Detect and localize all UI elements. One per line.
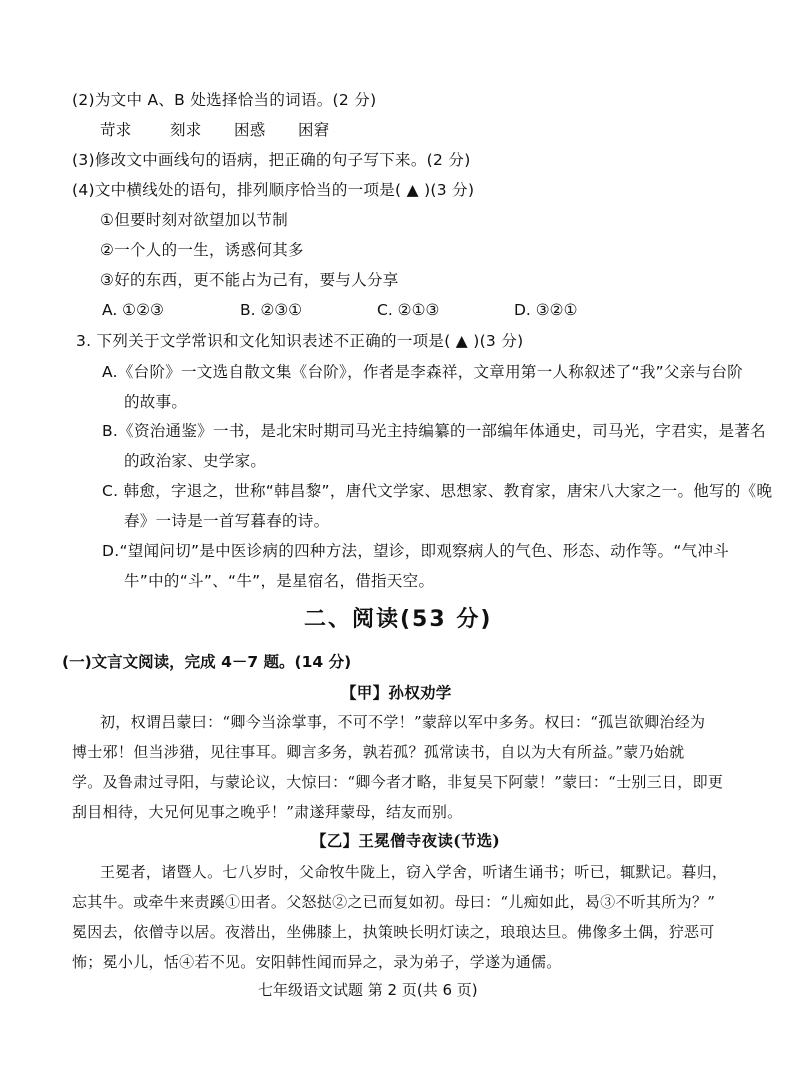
text-a-line: 学。及鲁肃过寻阳，与蒙论议，大惊曰：“卿今者才略，非复吴下阿蒙！”蒙曰：“士别三日，即更 [72, 773, 724, 791]
page-footer: 七年级语文试题 第 2 页(共 6 页) [258, 981, 478, 999]
q2-4-option-b: B. ②③① [240, 301, 303, 319]
part1-heading: (一)文言文阅读，完成 4－7 题。(14 分) [62, 653, 352, 671]
text-b-line: 王冕者，诸暨人。七八岁时，父命牧牛陇上，窃入学舍，听诸生诵书；听已，辄默记。暮归， [100, 863, 728, 881]
text-b-line: 冕因去，依僧寺以居。夜潜出，坐佛膝上，执策映长明灯读之，琅琅达旦。佛像多土偶，狞恶可 [72, 923, 715, 941]
text-b-title: 【乙】王冕僧寺夜读(节选) [311, 831, 501, 850]
q2-2-stem: (2)为文中 A、B 处选择恰当的词语。(2 分) [72, 91, 377, 109]
q3-option-d-line-2: 牛”中的“斗”、“牛”，是星宿名，借指天空。 [124, 572, 435, 590]
text-a-line: 初，权谓吕蒙曰：“卿今当涂掌事，不可不学！”蒙辞以军中多务。权曰：“孤岂欲卿治经为 [100, 713, 706, 731]
text-a-title: 【甲】孙权劝学 [341, 683, 452, 702]
q3-option-a-line-1: A.《台阶》一文选自散文集《台阶》，作者是李森祥，文章用第一人称叙述了“我”父亲与台阶 [102, 363, 743, 381]
q3-option-b-line-2: 的政治家、史学家。 [124, 452, 267, 470]
q2-4-option-a: A. ①②③ [102, 301, 164, 319]
section-title: 二、阅读(53 分) [304, 607, 493, 632]
q2-2-word-1: 苛求 [100, 121, 132, 139]
q2-2-word-2: 刻求 [170, 121, 202, 139]
q3-stem: 3. 下列关于文学常识和文化知识表述不正确的一项是( ▲ )(3 分) [76, 332, 524, 350]
q2-2-word-4: 困窘 [298, 121, 330, 139]
text-b-line: 怖；冕小儿，恬④若不见。安阳韩性闻而异之，录为弟子，学遂为通儒。 [72, 953, 562, 971]
text-a-line: 刮目相待，大兄何见事之晚乎！”肃遂拜蒙母，结友而别。 [72, 803, 463, 821]
q3-option-b-line-1: B.《资治通鉴》一书，是北宋时期司马光主持编纂的一部编年体通史，司马光，字君实，是著名 [102, 422, 766, 440]
q3-option-a-line-2: 的故事。 [124, 393, 188, 411]
text-b-line: 忘其牛。或牵牛来责蹊①田者。父怒挞②之已而复如初。母曰：“儿痴如此，曷③不听其所为？” [72, 893, 716, 911]
q2-2-word-3: 困惑 [234, 121, 266, 139]
text-a-line: 博士邪！但当涉猎，见往事耳。卿言多务，孰若孤？孤常读书，自以为大有所益。”蒙乃始就 [72, 743, 685, 761]
q3-option-d-line-1: D.“望闻问切”是中医诊病的四种方法，望诊，即观察病人的气色、形态、动作等。“气冲斗 [102, 542, 730, 560]
q2-4-option-c: C. ②①③ [377, 301, 440, 319]
q2-4-item-3: ③好的东西，更不能占为己有，要与人分享 [100, 271, 399, 289]
q2-3-stem: (3)修改文中画线句的语病，把正确的句子写下来。(2 分) [72, 151, 471, 169]
q2-4-item-2: ②一个人的一生，诱惑何其多 [100, 241, 304, 259]
q2-4-stem: (4)文中横线处的语句，排列顺序恰当的一项是( ▲ )(3 分) [72, 181, 475, 199]
q2-4-item-1: ①但要时刻对欲望加以节制 [100, 211, 288, 229]
q3-option-c-line-1: C. 韩愈，字退之，世称“韩昌黎”，唐代文学家、思想家、教育家，唐宋八大家之一。他写的《晚 [102, 482, 773, 500]
q2-4-option-d: D. ③②① [514, 301, 578, 319]
q3-option-c-line-2: 春》一诗是一首写暮春的诗。 [124, 512, 330, 530]
